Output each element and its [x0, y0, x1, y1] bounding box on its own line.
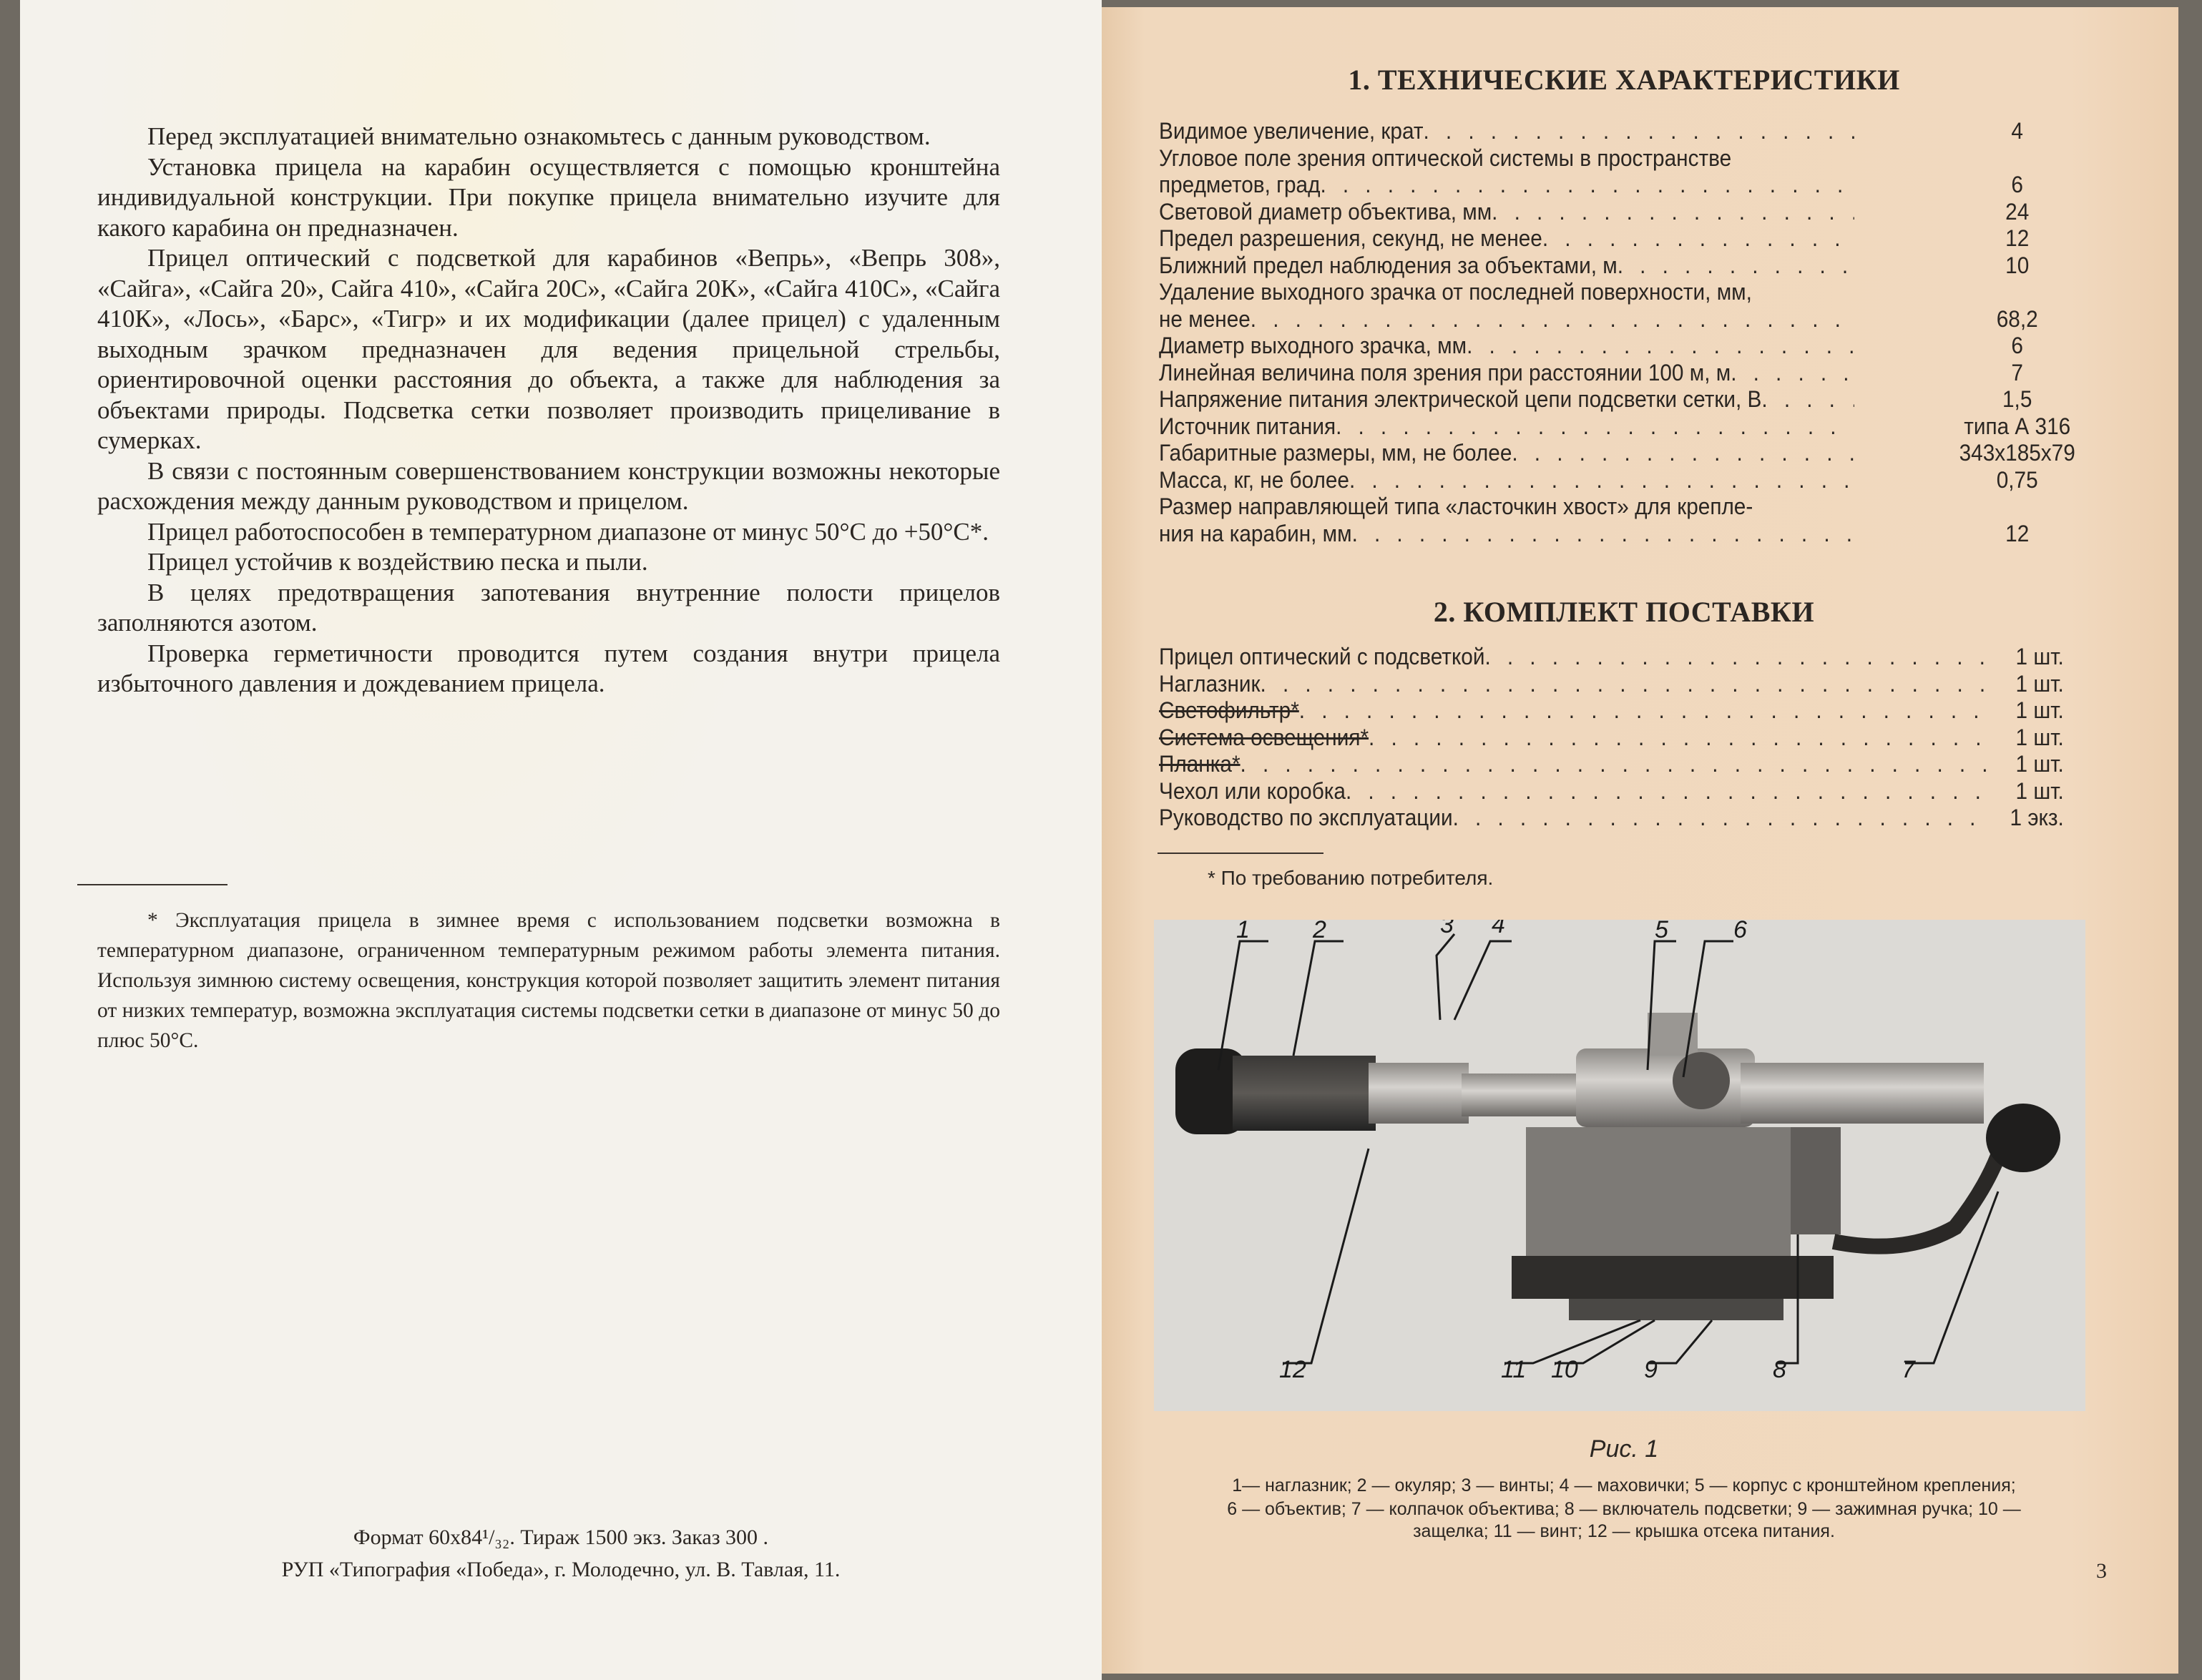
spec-value: 7 — [2011, 359, 2023, 385]
spec-label: ния на карабин, мм — [1159, 520, 1352, 546]
callout-label: 8 — [1773, 1356, 1786, 1383]
paragraph: Перед эксплуатацией внимательно ознакомьтесь с данным руководством. — [147, 122, 931, 150]
leader-dots — [1484, 644, 1991, 671]
figure-legend-line-2: 6 — объектив; 7 — колпачок объектива; 8 — включатель подсветки; 9 — зажимная ручка; 10 — — [1227, 1499, 2021, 1519]
leader-dots — [1369, 724, 1991, 752]
paragraph: Прицел устойчив к воздействию песка и пыли. — [147, 548, 648, 576]
callout-label: 6 — [1733, 920, 1747, 943]
kit-item — [1159, 644, 2064, 671]
leader-dots — [1467, 333, 1854, 360]
kit-item-qty: 1 шт. — [2015, 777, 2064, 804]
callout-label: 4 — [1492, 920, 1505, 938]
spec-row — [1159, 252, 2087, 280]
section-title-kit: 2. КОМПЛЕКТ ПОСТАВКИ — [1433, 596, 1815, 628]
spec-row — [1159, 440, 2087, 467]
kit-item-label: Руководство по эксплуатации — [1159, 805, 1453, 830]
spec-row — [1159, 521, 2087, 548]
imprint-line-2: РУП «Типография «Победа», г. Молодечно, ул. В. Тавлая, 11. — [281, 1558, 841, 1581]
leader-dots — [1731, 360, 1854, 387]
paragraph: Прицел оптический с подсветкой для карабинов «Вепрь», «Вепрь 308», «Сайга», «Сайга 20», Сайга 410», «Сайга 20С», «Сайга 20К», «Сайга 410С», «Сайга 410К», «Лось», «Барс», «Тигр» и их модификации (далее прицел) с удаленным выходным зрачком предназначен для ведения прицельной стрельбы, ориентировочной оценки расстояния до объекта, а также для наблюдения за объектами природы. Подсветка сетки позволяет производить прицеливание в сумерках. — [97, 244, 1000, 454]
spec-row — [1159, 306, 2087, 333]
left-page — [20, 0, 1102, 1680]
specs-table — [1159, 118, 2087, 547]
spec-value: 12 — [2005, 520, 2030, 546]
kit-item-label: Чехол или коробка — [1159, 777, 1346, 804]
paragraph: В целях предотвращения запотевания внутренние полости прицелов заполняются азотом. — [97, 578, 1000, 637]
kit-footnote: * По требованию потребителя. — [1208, 867, 1494, 889]
leader-dots — [1618, 252, 1854, 280]
spec-label-line: Размер направляющей типа «ласточкин хвост» для крепле- — [1159, 493, 1753, 519]
kit-item-qty: 1 шт. — [2015, 724, 2064, 750]
callout-label: 2 — [1313, 920, 1326, 943]
imprint-line-1: Формат 60x84¹/₃₂. Тираж 1500 экз. Заказ 300 . — [353, 1526, 769, 1549]
kit-item-qty: 1 шт. — [2015, 644, 2064, 669]
scope-photo — [1154, 920, 2085, 1411]
leader-dots — [1349, 467, 1854, 494]
kit-item-qty: 1 экз. — [2010, 805, 2064, 830]
paragraph: Прицел работоспособен в температурном диапазоне от минус 50°С до +50°С*. — [147, 517, 989, 546]
spec-row — [1159, 413, 2087, 441]
figure-legend-line-1: 1— наглазник; 2 — окуляр; 3 — винты; 4 — маховички; 5 — корпус с кронштейном крепления; — [1232, 1475, 2016, 1495]
spec-row — [1159, 360, 2087, 387]
spec-label-line: Угловое поле зрения оптической системы в пространстве — [1159, 144, 1732, 171]
spec-label: Диаметр выходного зрачка, мм — [1159, 333, 1467, 358]
leader-dots — [1251, 306, 1854, 333]
spec-row — [1159, 118, 2087, 145]
leader-dots — [1352, 521, 1854, 548]
leader-dots — [1542, 225, 1854, 252]
kit-item-label: Прицел оптический с подсветкой — [1159, 644, 1485, 669]
spec-value: 10 — [2005, 252, 2030, 278]
spec-value: 1,5 — [2002, 386, 2032, 412]
kit-item — [1159, 671, 2064, 698]
spec-label: Напряжение питания электрической цепи подсветки сетки, В — [1159, 386, 1762, 412]
leader-dots — [1241, 751, 1992, 778]
figure-title: Рис. 1 — [1589, 1435, 1659, 1463]
callout-label: 9 — [1644, 1356, 1658, 1383]
kit-list — [1159, 644, 2064, 832]
spec-value: 4 — [2011, 118, 2023, 144]
spec-label: Ближний предел наблюдения за объектами, м — [1159, 252, 1618, 278]
leader-dots — [1261, 671, 1992, 698]
spec-value: 6 — [2011, 172, 2023, 197]
spec-value: типа А 316 — [1964, 413, 2071, 439]
kit-item — [1159, 697, 2064, 724]
kit-item-qty: 1 шт. — [2015, 751, 2064, 777]
callout-label: 10 — [1551, 1356, 1578, 1383]
figure-legend-line-3: защелка; 11 — винт; 12 — крышка отсека питания. — [1413, 1521, 1835, 1541]
spec-value: 343x185x79 — [1959, 440, 2075, 466]
spec-label: Линейная величина поля зрения при расстоянии 100 м, м — [1159, 359, 1731, 385]
spec-label-line: Удаление выходного зрачка от последней поверхности, мм, — [1159, 279, 1752, 305]
leader-dots — [1299, 697, 1992, 724]
spec-row — [1159, 333, 2087, 360]
spec-value: 12 — [2005, 225, 2030, 251]
callout-label: 11 — [1501, 1356, 1527, 1383]
objective-cap — [1986, 1104, 2060, 1172]
paragraph: В связи с постоянным совершенствованием конструкции возможны некоторые расхождения между данным руководством и прицелом. — [97, 456, 1000, 515]
kit-item-label: Планка* — [1159, 751, 1241, 777]
spec-row — [1159, 172, 2087, 199]
spec-label: Видимое увеличение, крат — [1159, 118, 1424, 144]
footnote — [97, 905, 1000, 1056]
spec-label: Масса, кг, не более — [1159, 466, 1349, 493]
leader-dots — [1453, 805, 1992, 832]
eyepiece — [1233, 1056, 1376, 1131]
spec-row — [1159, 386, 2087, 413]
leader-dots — [1424, 118, 1854, 145]
page-number: 3 — [2096, 1559, 2107, 1583]
leader-dots — [1512, 440, 1854, 467]
kit-item — [1159, 724, 2064, 752]
kit-footnote-divider — [1158, 853, 1323, 854]
callout-label: 1 — [1236, 920, 1250, 943]
spec-label: Световой диаметр объектива, мм — [1159, 198, 1492, 225]
callout-label: 12 — [1279, 1356, 1306, 1383]
spec-value: 24 — [2005, 198, 2030, 225]
leader-dots — [1492, 199, 1854, 226]
footnote-text: * Эксплуатация прицела в зимнее время с использованием подсветки возможна в температурном диапазоне, ограниченном температурным режимом работы элемента питания. Используя зимнюю систему освещения, конструкция которой позволяет защитить элемент питания от низких температур, возможна эксплуатация системы подсветки сетки в диапазоне от минус 50 до плюс 50°С. — [97, 909, 1000, 1052]
leader-dots — [1320, 172, 1854, 199]
spec-row — [1159, 225, 2087, 252]
spec-label: предметов, град — [1159, 172, 1321, 197]
callout-label: 7 — [1902, 1356, 1915, 1383]
kit-item-qty: 1 шт. — [2015, 670, 2064, 697]
footnote-divider — [77, 884, 227, 885]
paragraph: Проверка герметичности проводится путем создания внутри прицела избыточного давления и дождеванием прицела. — [97, 639, 1000, 697]
kit-item-label: Система освещения* — [1159, 724, 1369, 750]
scope-illustration — [1154, 920, 2085, 1411]
kit-item — [1159, 805, 2064, 832]
spec-value: 0,75 — [1996, 466, 2038, 493]
spec-row — [1159, 199, 2087, 226]
callout-label: 5 — [1655, 920, 1668, 943]
objective — [1741, 1063, 1984, 1124]
spec-value: 68,2 — [1996, 305, 2038, 332]
kit-item-label: Наглазник — [1159, 670, 1261, 697]
kit-item — [1159, 778, 2064, 805]
intro-text — [97, 122, 1000, 699]
kit-item-qty: 1 шт. — [2015, 697, 2064, 723]
leader-dots — [1346, 778, 1991, 805]
section-title-specs: 1. ТЕХНИЧЕСКИЕ ХАРАКТЕРИСТИКИ — [1348, 64, 1900, 96]
spec-value: 6 — [2011, 333, 2023, 358]
kit-item — [1159, 751, 2064, 778]
spec-label: Источник питания — [1159, 413, 1336, 439]
kit-item-label: Светофильтр* — [1159, 697, 1299, 723]
leader-dots — [1336, 413, 1854, 441]
spec-label: не менее — [1159, 305, 1251, 332]
spec-label: Габаритные размеры, мм, не более — [1159, 440, 1512, 466]
spec-label: Предел разрешения, секунд, не менее — [1159, 225, 1542, 251]
callout-label: 3 — [1440, 920, 1454, 938]
leader-dots — [1761, 386, 1854, 413]
paragraph: Установка прицела на карабин осуществляется с помощью кронштейна индивидуальной конструкции. При покупке прицела внимательно изучите для какого карабина он предназначен. — [97, 152, 1000, 242]
spec-row — [1159, 467, 2087, 494]
